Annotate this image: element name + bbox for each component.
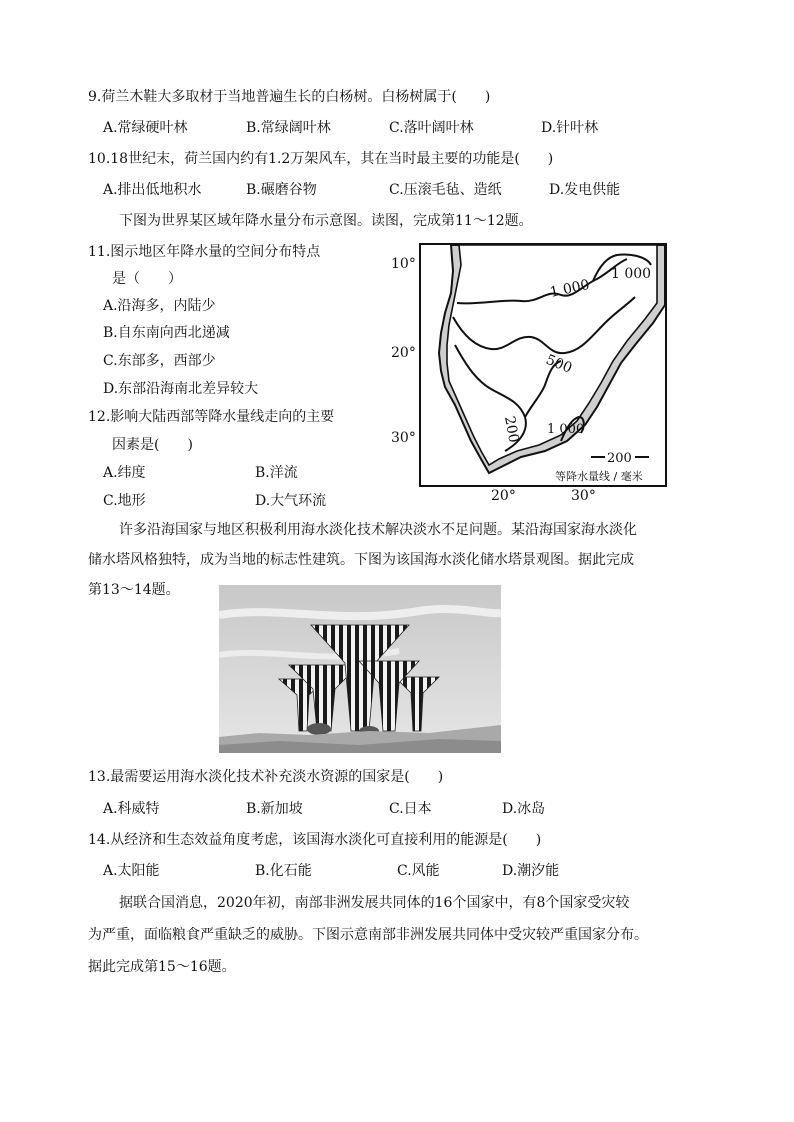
isohyet-label-1000-b: 1 000 xyxy=(611,266,652,282)
q10-option-c: C.压滚毛毡、造纸 xyxy=(389,182,502,198)
precipitation-map xyxy=(419,243,667,487)
q9-option-a: A.常绿硬叶林 xyxy=(103,120,188,136)
q10-option-a: A.排出低地积水 xyxy=(103,182,202,198)
intro-13-14-line3: 第13～14题。 xyxy=(88,582,180,598)
q10-option-d: D.发电供能 xyxy=(549,182,621,198)
isohyet-label-1000-a: 1 000 xyxy=(548,276,592,301)
q14-stem: 14.从经济和生态效益角度考虑，该国海水淡化可直接利用的能源是( ) xyxy=(88,832,542,848)
q9-option-b: B.常绿阔叶林 xyxy=(246,120,331,136)
q12-option-c: C.地形 xyxy=(103,493,146,509)
legend-value: 200 xyxy=(607,451,632,466)
q12-option-d: D.大气环流 xyxy=(255,493,327,509)
q11-option-c: C.东部多，西部少 xyxy=(103,353,216,369)
q13-option-c: C.日本 xyxy=(389,801,432,817)
intro-13-14-line2: 储水塔风格独特，成为当地的标志性建筑。下图为该国海水淡化储水塔景观图。据此完成 xyxy=(88,552,634,568)
q11-stem-line1: 11.图示地区年降水量的空间分布特点 xyxy=(88,244,321,260)
legend-text: 等降水量线 / 毫米 xyxy=(555,470,643,483)
q13-stem: 13.最需要运用海水淡化技术补充淡水资源的国家是( ) xyxy=(88,769,444,785)
q14-option-c: C.风能 xyxy=(397,863,440,879)
q9-option-d: D.针叶林 xyxy=(541,120,599,136)
intro-15-16-line2: 为严重，面临粮食严重缺乏的威胁。下图示意南部非洲发展共同体中受灾较严重国家分布。 xyxy=(88,927,648,943)
lon-label-20: 20° xyxy=(491,488,516,504)
intro-11-12: 下图为世界某区域年降水量分布示意图。读图，完成第11～12题。 xyxy=(119,213,533,229)
water-tower-photo xyxy=(219,585,501,753)
q14-option-d: D.潮汐能 xyxy=(502,863,560,879)
isohyet-label-200: 200 xyxy=(501,414,522,445)
q9-option-c: C.落叶阔叶林 xyxy=(389,120,474,136)
precipitation-map-svg xyxy=(421,245,665,485)
intro-15-16-line3: 据此完成第15～16题。 xyxy=(88,959,236,975)
q13-option-a: A.科威特 xyxy=(103,801,160,817)
q12-option-b: B.洋流 xyxy=(255,465,298,481)
isohyet-label-500: 500 xyxy=(543,351,575,377)
intro-15-16-line1: 据联合国消息，2020年初，南部非洲发展共同体的16个国家中，有8个国家受灾较 xyxy=(119,895,630,911)
q12-option-a: A.纬度 xyxy=(103,465,146,481)
water-tower-svg xyxy=(219,585,501,753)
lat-label-30: 30° xyxy=(391,430,416,446)
q11-option-a: A.沿海多，内陆少 xyxy=(103,298,216,314)
q10-option-b: B.碾磨谷物 xyxy=(246,182,317,198)
lat-label-10: 10° xyxy=(391,256,416,272)
isohyet-label-1000-c: 1 000 xyxy=(547,422,585,437)
intro-13-14-line1: 许多沿海国家与地区积极利用海水淡化技术解决淡水不足问题。某沿海国家海水淡化 xyxy=(119,522,637,538)
q13-option-d: D.冰岛 xyxy=(502,801,546,817)
q12-stem-line2: 因素是( ) xyxy=(112,437,193,453)
q11-option-b: B.自东南向西北递减 xyxy=(103,325,230,341)
q14-option-b: B.化石能 xyxy=(255,863,312,879)
q12-stem-line1: 12.影响大陆西部等降水量线走向的主要 xyxy=(88,409,335,425)
q10-stem: 10.18世纪末，荷兰国内约有1.2万架风车，其在当时最主要的功能是( ) xyxy=(88,151,554,167)
lat-label-20: 20° xyxy=(391,345,416,361)
q14-option-a: A.太阳能 xyxy=(103,863,160,879)
lon-label-30: 30° xyxy=(571,488,596,504)
q13-option-b: B.新加坡 xyxy=(246,801,303,817)
q11-option-d: D.东部沿海南北差异较大 xyxy=(103,381,259,397)
q11-stem-line2: 是（ ） xyxy=(112,271,182,287)
q9-stem: 9.荷兰木鞋大多取材于当地普遍生长的白杨树。白杨树属于( ) xyxy=(88,89,491,105)
